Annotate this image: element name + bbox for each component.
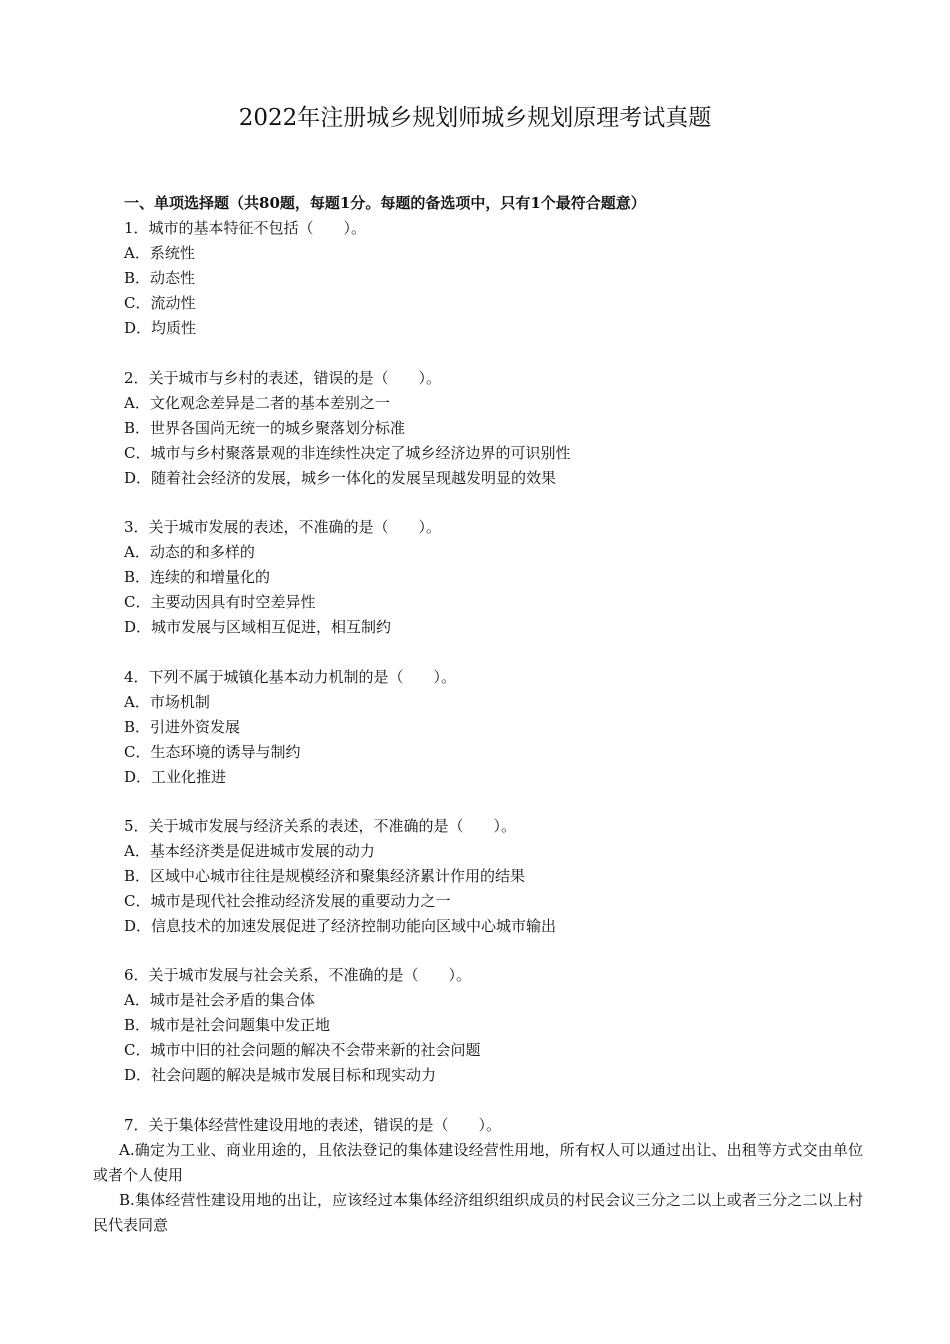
option: C．流动性 bbox=[124, 294, 196, 312]
option-paragraph: B.集体经营性建设用地的出让，应该经过本集体经济组织组织成员的村民会议三分之二以上或者三分之二以上村民代表同意 bbox=[93, 1191, 863, 1234]
question-block bbox=[124, 515, 441, 640]
option: B．连续的和增量化的 bbox=[124, 568, 271, 586]
option: C．城市是现代社会推动经济发展的重要动力之一 bbox=[124, 892, 451, 910]
option: B．世界各国尚无统一的城乡聚落划分标准 bbox=[124, 419, 406, 437]
question-stem: 1．城市的基本特征不包括（ ）。 bbox=[124, 219, 367, 237]
option: D．均质性 bbox=[124, 319, 197, 337]
question-block bbox=[124, 963, 480, 1088]
question-stem: 2．关于城市与乡村的表述，错误的是（ ）。 bbox=[124, 369, 442, 387]
option: A．动态的和多样的 bbox=[124, 543, 255, 561]
option: D．信息技术的加速发展促进了经济控制功能向区域中心城市输出 bbox=[124, 917, 557, 935]
option-paragraph: A.确定为工业、商业用途的，且依法登记的集体建设经营性用地，所有权人可以通过出让、出租等方式交由单位或者个人使用 bbox=[93, 1141, 863, 1184]
option: B．引进外资发展 bbox=[124, 718, 241, 736]
question-block bbox=[124, 366, 570, 491]
section-heading: 一、单项选择题（共80题，每题1分。每题的备选项中，只有1个最符合题意） bbox=[124, 194, 646, 212]
option: A．市场机制 bbox=[124, 693, 210, 711]
question-block bbox=[124, 665, 456, 790]
option: C．城市与乡村聚落景观的非连续性决定了城乡经济边界的可识别性 bbox=[124, 444, 571, 462]
option: C．城市中旧的社会问题的解决不会带来新的社会问题 bbox=[124, 1041, 481, 1059]
question-stem: 4．下列不属于城镇化基本动力机制的是（ ）。 bbox=[124, 668, 457, 686]
question-block bbox=[124, 814, 556, 939]
question-stem: 5．关于城市发展与经济关系的表述，不准确的是（ ）。 bbox=[124, 817, 517, 835]
question-stem: 7．关于集体经营性建设用地的表述，错误的是（ ）。 bbox=[124, 1116, 502, 1134]
option: B．区域中心城市往往是规模经济和聚集经济累计作用的结果 bbox=[124, 867, 526, 885]
option: D．城市发展与区域相互促进，相互制约 bbox=[124, 618, 392, 636]
option: C．生态环境的诱导与制约 bbox=[124, 743, 301, 761]
option: D．随着社会经济的发展，城乡一体化的发展呈现越发明显的效果 bbox=[124, 469, 557, 487]
option: D．社会问题的解决是城市发展目标和现实动力 bbox=[124, 1066, 437, 1084]
option: A．基本经济类是促进城市发展的动力 bbox=[124, 842, 375, 860]
option: B．动态性 bbox=[124, 269, 196, 287]
option: B．城市是社会问题集中发正地 bbox=[124, 1016, 331, 1034]
question-stem: 3．关于城市发展的表述，不准确的是（ ）。 bbox=[124, 518, 442, 536]
option: C．主要动因具有时空差异性 bbox=[124, 593, 316, 611]
option: D．工业化推进 bbox=[124, 768, 227, 786]
option: A．系统性 bbox=[124, 244, 195, 262]
question-block bbox=[124, 216, 366, 341]
question-stem: 6．关于城市发展与社会关系，不准确的是（ ）。 bbox=[124, 966, 472, 984]
option: A．城市是社会矛盾的集合体 bbox=[124, 991, 315, 1009]
page-title: 2022年注册城乡规划师城乡规划原理考试真题 bbox=[238, 105, 712, 131]
question-block-7 bbox=[93, 1113, 863, 1238]
option: A．文化观念差异是二者的基本差别之一 bbox=[124, 394, 390, 412]
